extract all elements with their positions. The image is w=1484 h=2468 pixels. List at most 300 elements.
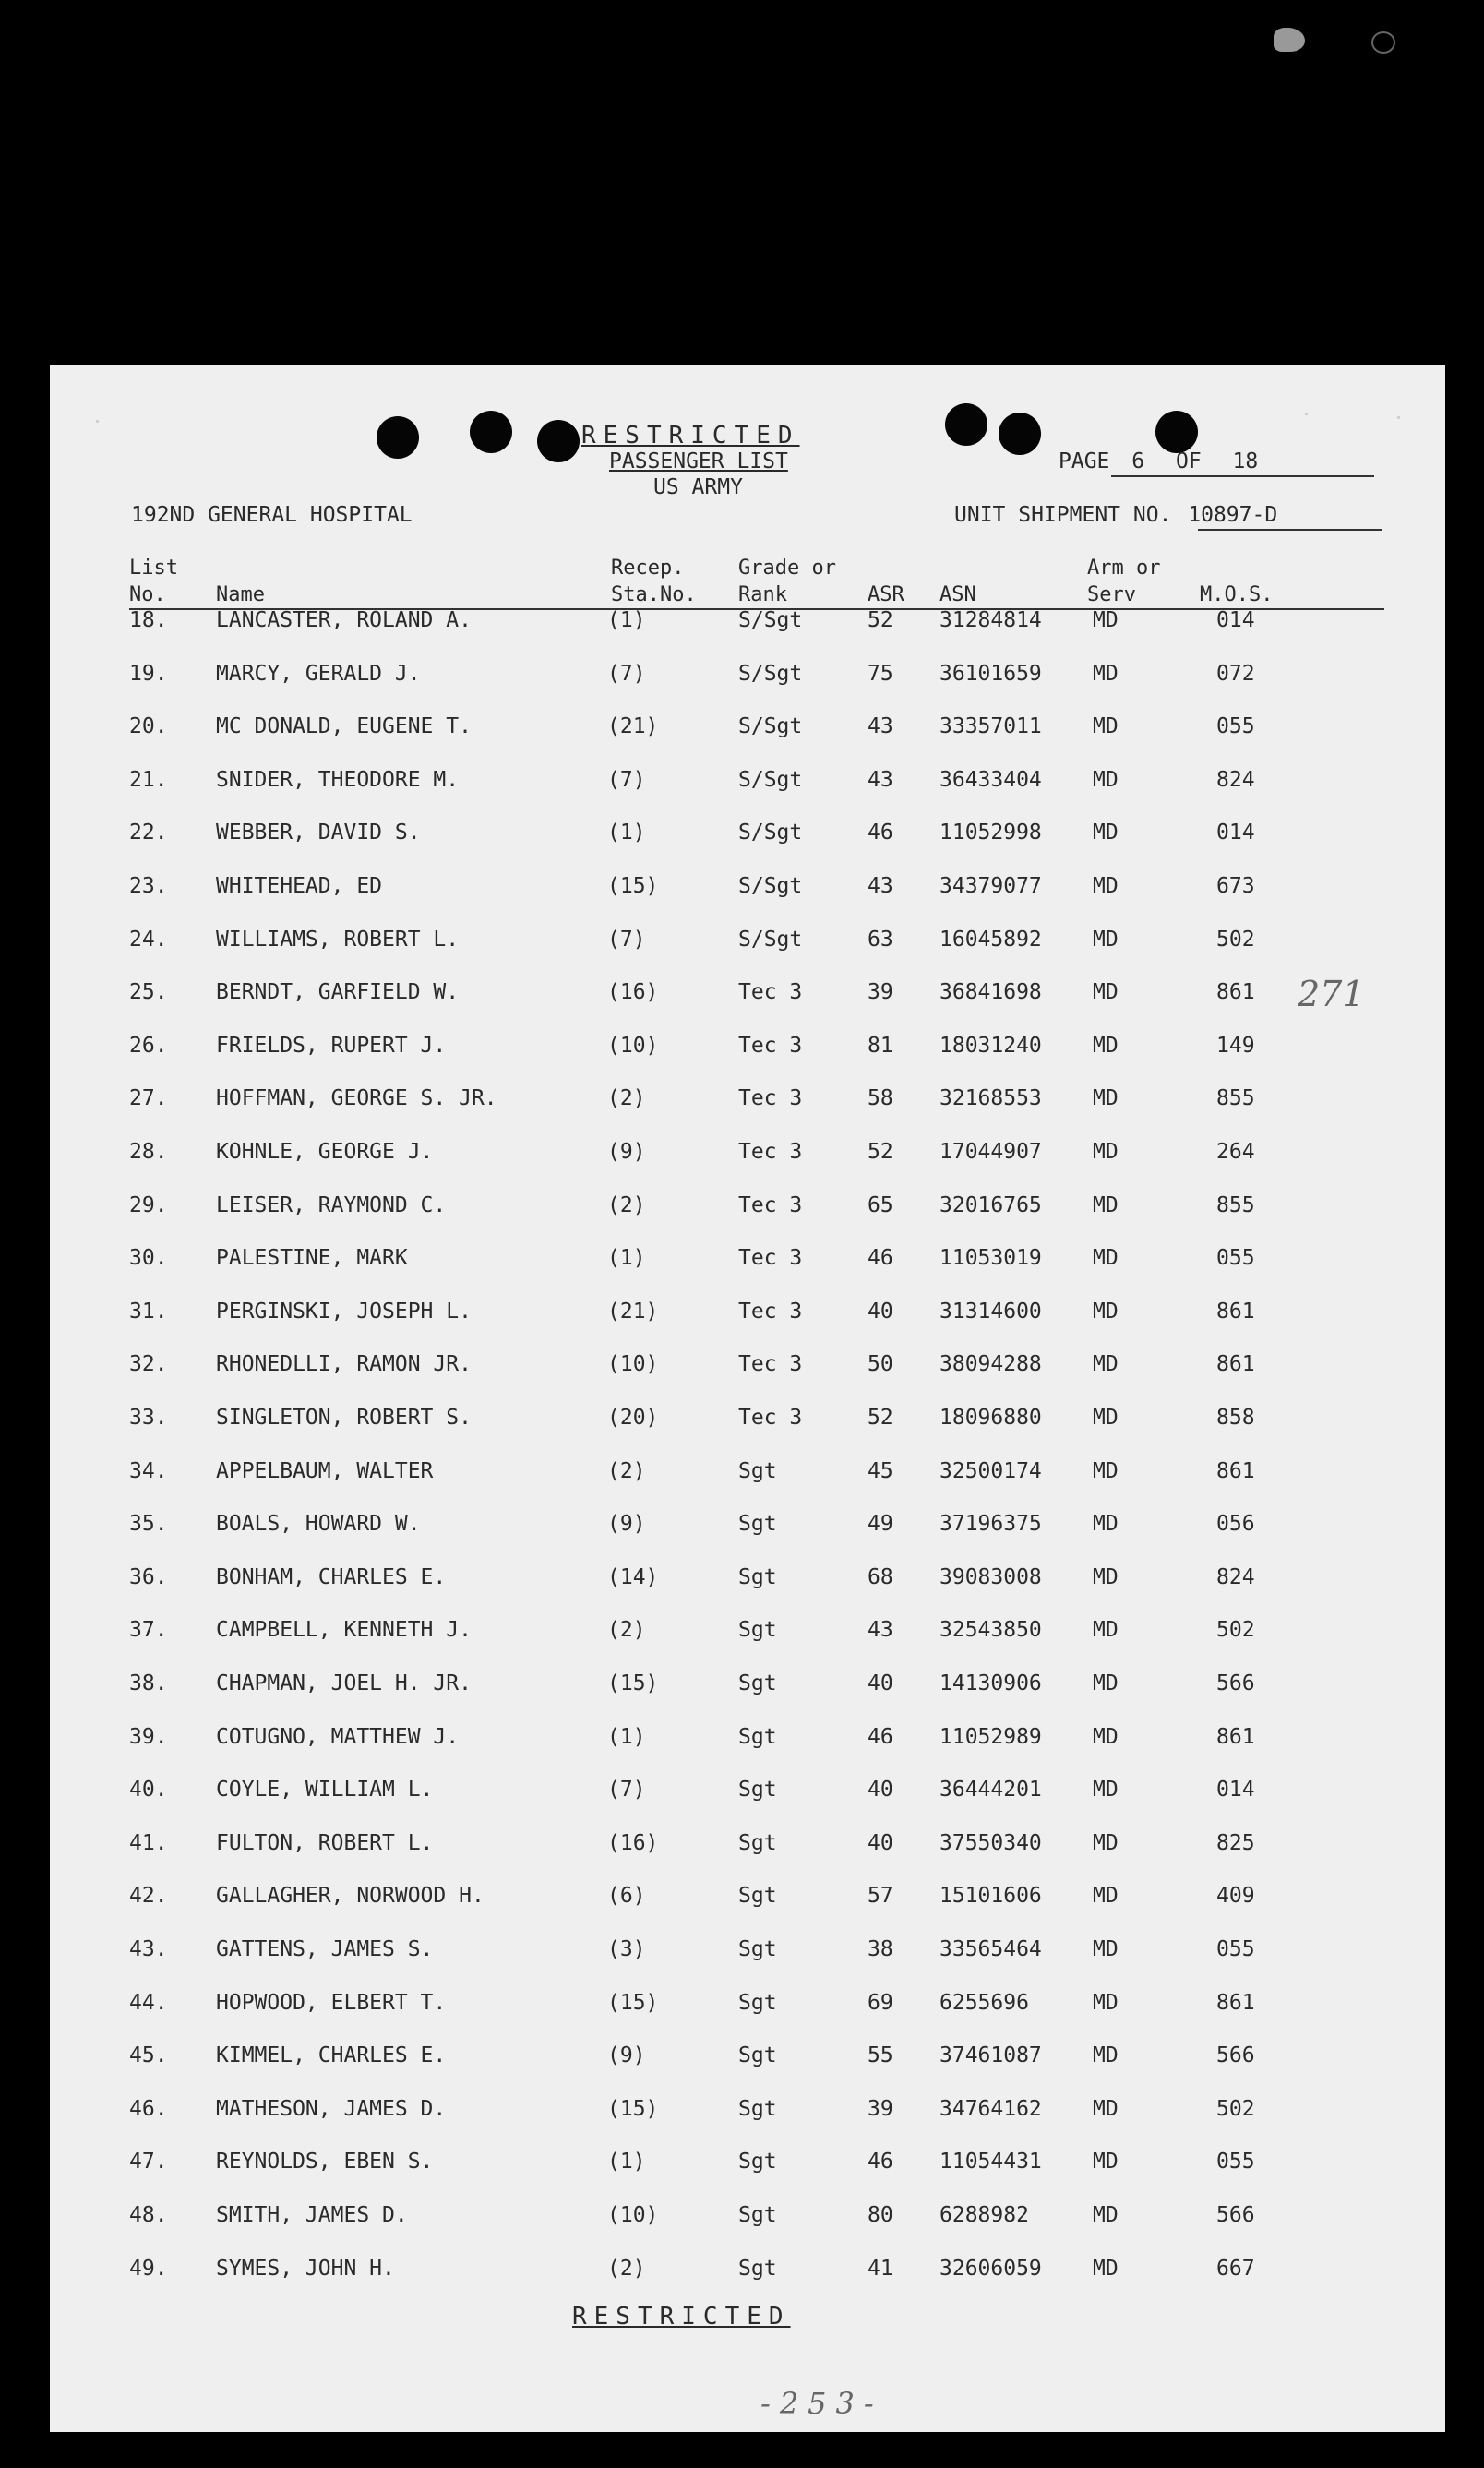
row-station: (2): [607, 1086, 646, 1111]
row-name: PERGINSKI, JOSEPH L.: [216, 1299, 472, 1324]
row-asr: 50: [868, 1352, 893, 1377]
row-arm: MD: [1093, 1352, 1119, 1377]
row-arm: MD: [1093, 1990, 1119, 2015]
row-asn: 36841698: [939, 980, 1042, 1005]
row-asn: 36433404: [939, 767, 1042, 792]
row-rank: Tec 3: [738, 1140, 803, 1164]
row-asr: 80: [868, 2203, 893, 2227]
row-station: (10): [607, 2203, 659, 2227]
page-stamp: -253-: [760, 2386, 883, 2421]
corner-mark: [1274, 28, 1305, 52]
row-asn: 34379077: [939, 874, 1042, 898]
row-asr: 46: [868, 1246, 893, 1271]
row-asr: 45: [868, 1458, 893, 1483]
row-name: BOALS, HOWARD W.: [216, 1512, 421, 1537]
table-row: [50, 1778, 1445, 1805]
shipment-number: [954, 503, 1277, 527]
row-mos: 855: [1216, 1086, 1255, 1111]
row-asr: 43: [868, 714, 893, 739]
row-arm: MD: [1093, 1086, 1119, 1111]
row-asn: 32500174: [939, 1458, 1042, 1483]
table-row: [50, 1352, 1445, 1380]
corner-mark: [1371, 31, 1395, 54]
col-mos: M.O.S.: [1200, 583, 1274, 606]
row-mos: 861: [1216, 1299, 1255, 1324]
row-list-no: 32.: [129, 1352, 168, 1377]
document-title: PASSENGER LIST: [609, 449, 788, 473]
row-mos: 072: [1216, 661, 1255, 686]
row-arm: MD: [1093, 1406, 1119, 1430]
page-underline: [1111, 475, 1374, 477]
row-asr: 49: [868, 1512, 893, 1537]
col-grade-line1: Grade or: [738, 557, 836, 580]
row-rank: S/Sgt: [738, 608, 803, 632]
row-name: MATHESON, JAMES D.: [216, 2096, 447, 2121]
row-mos: 861: [1216, 1990, 1255, 2015]
row-rank: Sgt: [738, 1830, 777, 1855]
table-row: [50, 821, 1445, 848]
row-name: GALLAGHER, NORWOOD H.: [216, 1884, 485, 1909]
row-name: LANCASTER, ROLAND A.: [216, 608, 472, 632]
table-row: [50, 980, 1445, 1008]
col-asn: ASN: [939, 583, 976, 606]
row-asr: 52: [868, 608, 893, 632]
row-rank: S/Sgt: [738, 821, 803, 845]
row-station: (9): [607, 2043, 646, 2068]
row-asr: 46: [868, 1724, 893, 1749]
row-asn: 37550340: [939, 1830, 1042, 1855]
row-station: (14): [607, 1564, 659, 1589]
row-asn: 16045892: [939, 927, 1042, 952]
row-list-no: 36.: [129, 1564, 168, 1589]
row-arm: MD: [1093, 714, 1119, 739]
of-label: OF: [1175, 449, 1202, 473]
row-station: (6): [607, 1884, 646, 1909]
row-mos: 566: [1216, 2043, 1255, 2068]
row-name: SYMES, JOHN H.: [216, 2256, 395, 2281]
row-station: (15): [607, 2096, 659, 2121]
row-station: (2): [607, 1458, 646, 1483]
row-asn: 38094288: [939, 1352, 1042, 1377]
row-asr: 43: [868, 874, 893, 898]
row-name: PALESTINE, MARK: [216, 1246, 408, 1271]
row-name: KOHNLE, GEORGE J.: [216, 1140, 434, 1164]
row-mos: 566: [1216, 1671, 1255, 1695]
row-name: COYLE, WILLIAM L.: [216, 1778, 434, 1803]
row-arm: MD: [1093, 1512, 1119, 1537]
row-asr: 65: [868, 1192, 893, 1217]
row-list-no: 39.: [129, 1724, 168, 1749]
col-list-no-line2: No.: [129, 583, 166, 606]
row-station: (16): [607, 1830, 659, 1855]
table-row: [50, 714, 1445, 742]
row-mos: 825: [1216, 1830, 1255, 1855]
row-arm: MD: [1093, 821, 1119, 845]
table-row: [50, 1671, 1445, 1699]
row-asr: 46: [868, 821, 893, 845]
row-list-no: 18.: [129, 608, 168, 632]
col-list-no-line1: List: [129, 557, 178, 580]
row-rank: S/Sgt: [738, 767, 803, 792]
row-asn: 33565464: [939, 1937, 1042, 1961]
row-rank: Sgt: [738, 1618, 777, 1643]
row-mos: 502: [1216, 2096, 1255, 2121]
table-row: [50, 1406, 1445, 1433]
row-station: (15): [607, 1990, 659, 2015]
table-row: [50, 2043, 1445, 2071]
table-row: [50, 1300, 1445, 1327]
row-arm: MD: [1093, 927, 1119, 952]
row-arm: MD: [1093, 874, 1119, 898]
row-arm: MD: [1093, 1192, 1119, 1217]
table-row: [50, 2150, 1445, 2177]
row-asn: 36101659: [939, 661, 1042, 686]
document-subtitle: US ARMY: [653, 475, 743, 499]
row-asr: 40: [868, 1299, 893, 1324]
row-arm: MD: [1093, 608, 1119, 632]
col-recep: [611, 555, 697, 608]
row-arm: MD: [1093, 1778, 1119, 1803]
row-list-no: 35.: [129, 1512, 168, 1537]
row-arm: MD: [1093, 1937, 1119, 1961]
row-mos: 824: [1216, 1564, 1255, 1589]
punch-hole: [470, 411, 512, 453]
row-asn: 18096880: [939, 1406, 1042, 1430]
row-rank: Sgt: [738, 2150, 777, 2174]
row-list-no: 41.: [129, 1830, 168, 1855]
row-rank: Tec 3: [738, 1406, 803, 1430]
col-recep-line2: Sta.No.: [611, 583, 697, 606]
row-name: SMITH, JAMES D.: [216, 2203, 408, 2227]
margin-note: 271: [1298, 974, 1365, 1014]
row-list-no: 31.: [129, 1299, 168, 1324]
col-asr: ASR: [868, 583, 904, 606]
row-name: LEISER, RAYMOND C.: [216, 1192, 447, 1217]
row-rank: Sgt: [738, 1778, 777, 1803]
row-list-no: 23.: [129, 874, 168, 898]
row-rank: Sgt: [738, 1671, 777, 1695]
table-row: [50, 1193, 1445, 1221]
row-rank: S/Sgt: [738, 874, 803, 898]
row-name: COTUGNO, MATTHEW J.: [216, 1724, 460, 1749]
row-mos: 824: [1216, 767, 1255, 792]
classification-header: RESTRICTED: [581, 422, 800, 449]
row-rank: S/Sgt: [738, 927, 803, 952]
row-arm: MD: [1093, 1618, 1119, 1643]
row-name: MC DONALD, EUGENE T.: [216, 714, 472, 739]
row-asn: 11053019: [939, 1246, 1042, 1271]
row-asr: 40: [868, 1830, 893, 1855]
punch-hole: [377, 416, 419, 459]
row-name: RHONEDLLI, RAMON JR.: [216, 1352, 472, 1377]
row-station: (7): [607, 1778, 646, 1803]
row-mos: 055: [1216, 714, 1255, 739]
dust-speck: [96, 420, 99, 423]
row-asn: 15101606: [939, 1884, 1042, 1909]
col-grade-line2: Rank: [738, 583, 787, 606]
row-rank: Tec 3: [738, 1086, 803, 1111]
row-asn: 14130906: [939, 1671, 1042, 1695]
row-rank: Sgt: [738, 2256, 777, 2281]
row-rank: Sgt: [738, 1937, 777, 1961]
row-rank: Sgt: [738, 1564, 777, 1589]
row-arm: MD: [1093, 1671, 1119, 1695]
row-mos: 409: [1216, 1884, 1255, 1909]
row-station: (1): [607, 1246, 646, 1271]
row-asn: 32606059: [939, 2256, 1042, 2281]
row-rank: Tec 3: [738, 1192, 803, 1217]
row-list-no: 37.: [129, 1618, 168, 1643]
row-list-no: 21.: [129, 767, 168, 792]
row-asn: 32543850: [939, 1618, 1042, 1643]
row-asr: 40: [868, 1671, 893, 1695]
row-mos: 502: [1216, 927, 1255, 952]
row-arm: MD: [1093, 1246, 1119, 1271]
table-row: [50, 1618, 1445, 1646]
table-row: [50, 1831, 1445, 1859]
row-rank: Sgt: [738, 1884, 777, 1909]
col-arm-line2: Serv: [1087, 583, 1136, 606]
row-name: WEBBER, DAVID S.: [216, 821, 421, 845]
classification-footer: RESTRICTED: [572, 2303, 791, 2330]
row-mos: 861: [1216, 1724, 1255, 1749]
row-mos: 502: [1216, 1618, 1255, 1643]
row-station: (1): [607, 821, 646, 845]
row-station: (1): [607, 608, 646, 632]
unit-name: 192ND GENERAL HOSPITAL: [131, 503, 413, 527]
row-station: (2): [607, 2256, 646, 2281]
row-list-no: 46.: [129, 2096, 168, 2121]
row-station: (1): [607, 1724, 646, 1749]
row-station: (2): [607, 1192, 646, 1217]
row-station: (9): [607, 1140, 646, 1164]
dust-speck: [1305, 413, 1308, 415]
row-mos: 566: [1216, 2203, 1255, 2227]
table-row: [50, 1937, 1445, 1965]
row-station: (1): [607, 2150, 646, 2174]
row-list-no: 40.: [129, 1778, 168, 1803]
col-recep-line1: Recep.: [611, 557, 685, 580]
row-asr: 46: [868, 2150, 893, 2174]
row-list-no: 43.: [129, 1937, 168, 1961]
row-station: (21): [607, 1299, 659, 1324]
table-row: [50, 1884, 1445, 1911]
row-arm: MD: [1093, 1033, 1119, 1058]
row-arm: MD: [1093, 2150, 1119, 2174]
table-row: [50, 1565, 1445, 1593]
row-rank: Sgt: [738, 1512, 777, 1537]
page-indicator: [1059, 449, 1258, 473]
table-row: [50, 2203, 1445, 2231]
row-station: (7): [607, 927, 646, 952]
row-station: (2): [607, 1618, 646, 1643]
row-name: FRIELDS, RUPERT J.: [216, 1033, 447, 1058]
row-list-no: 22.: [129, 821, 168, 845]
row-rank: Sgt: [738, 2096, 777, 2121]
row-station: (15): [607, 874, 659, 898]
row-rank: S/Sgt: [738, 714, 803, 739]
table-row: [50, 1991, 1445, 2019]
row-asn: 33357011: [939, 714, 1042, 739]
shipment-underline: [1198, 529, 1382, 531]
punch-hole: [945, 403, 987, 446]
row-asr: 52: [868, 1406, 893, 1430]
row-name: HOFFMAN, GEORGE S. JR.: [216, 1086, 497, 1111]
row-name: FULTON, ROBERT L.: [216, 1830, 434, 1855]
row-mos: 861: [1216, 980, 1255, 1005]
row-rank: Tec 3: [738, 1299, 803, 1324]
row-rank: Tec 3: [738, 1246, 803, 1271]
row-list-no: 26.: [129, 1033, 168, 1058]
row-arm: MD: [1093, 2096, 1119, 2121]
row-asn: 39083008: [939, 1564, 1042, 1589]
row-asr: 39: [868, 2096, 893, 2121]
row-list-no: 20.: [129, 714, 168, 739]
row-list-no: 25.: [129, 980, 168, 1005]
table-row: [50, 1140, 1445, 1168]
row-mos: 855: [1216, 1192, 1255, 1217]
row-arm: MD: [1093, 980, 1119, 1005]
page-number: 6: [1131, 449, 1145, 473]
row-name: SINGLETON, ROBERT S.: [216, 1406, 472, 1430]
row-asn: 34764162: [939, 2096, 1042, 2121]
row-asn: 37461087: [939, 2043, 1042, 2068]
table-row: [50, 1459, 1445, 1487]
table-row: [50, 608, 1445, 636]
row-mos: 861: [1216, 1458, 1255, 1483]
row-asn: 6255696: [939, 1990, 1029, 2015]
shipment-value: 10897-D: [1188, 503, 1278, 527]
row-asr: 43: [868, 1618, 893, 1643]
row-asn: 11052989: [939, 1724, 1042, 1749]
row-station: (10): [607, 1033, 659, 1058]
row-asn: 32168553: [939, 1086, 1042, 1111]
row-mos: 014: [1216, 1778, 1255, 1803]
row-rank: Sgt: [738, 1458, 777, 1483]
row-asn: 6288982: [939, 2203, 1029, 2227]
col-list-no: [129, 555, 178, 608]
row-arm: MD: [1093, 1458, 1119, 1483]
row-name: SNIDER, THEODORE M.: [216, 767, 460, 792]
row-mos: 861: [1216, 1352, 1255, 1377]
row-name: GATTENS, JAMES S.: [216, 1937, 434, 1961]
row-name: BONHAM, CHARLES E.: [216, 1564, 447, 1589]
row-asn: 31314600: [939, 1299, 1042, 1324]
row-asr: 41: [868, 2256, 893, 2281]
row-asr: 75: [868, 661, 893, 686]
table-row: [50, 928, 1445, 955]
table-row: [50, 874, 1445, 902]
table-row: [50, 1512, 1445, 1540]
col-arm: [1087, 555, 1160, 608]
row-rank: Sgt: [738, 1724, 777, 1749]
row-arm: MD: [1093, 1299, 1119, 1324]
row-rank: S/Sgt: [738, 661, 803, 686]
row-rank: Tec 3: [738, 1033, 803, 1058]
row-rank: Sgt: [738, 2203, 777, 2227]
row-mos: 673: [1216, 874, 1255, 898]
row-arm: MD: [1093, 767, 1119, 792]
row-list-no: 45.: [129, 2043, 168, 2068]
row-asn: 36444201: [939, 1778, 1042, 1803]
row-list-no: 48.: [129, 2203, 168, 2227]
row-name: HOPWOOD, ELBERT T.: [216, 1990, 447, 2015]
row-station: (15): [607, 1671, 659, 1695]
paper-sheet: [50, 365, 1445, 2432]
row-station: (9): [607, 1512, 646, 1537]
punch-hole: [1155, 411, 1198, 453]
row-asr: 39: [868, 980, 893, 1005]
row-list-no: 33.: [129, 1406, 168, 1430]
row-rank: Sgt: [738, 1990, 777, 2015]
row-asr: 58: [868, 1086, 893, 1111]
page-label: PAGE: [1059, 449, 1110, 473]
row-asr: 57: [868, 1884, 893, 1909]
row-asn: 37196375: [939, 1512, 1042, 1537]
row-name: CAMPBELL, KENNETH J.: [216, 1618, 472, 1643]
row-mos: 014: [1216, 821, 1255, 845]
table-row: [50, 1725, 1445, 1753]
row-name: MARCY, GERALD J.: [216, 661, 421, 686]
punch-hole: [999, 413, 1041, 455]
row-station: (16): [607, 980, 659, 1005]
table-row: [50, 662, 1445, 689]
row-asn: 32016765: [939, 1192, 1042, 1217]
shipment-label: UNIT SHIPMENT NO.: [954, 503, 1172, 527]
row-list-no: 42.: [129, 1884, 168, 1909]
row-mos: 055: [1216, 2150, 1255, 2174]
row-station: (7): [607, 661, 646, 686]
row-list-no: 27.: [129, 1086, 168, 1111]
row-asn: 18031240: [939, 1033, 1042, 1058]
row-arm: MD: [1093, 1140, 1119, 1164]
row-list-no: 44.: [129, 1990, 168, 2015]
row-arm: MD: [1093, 1724, 1119, 1749]
row-arm: MD: [1093, 2203, 1119, 2227]
row-list-no: 28.: [129, 1140, 168, 1164]
row-station: (3): [607, 1937, 646, 1961]
row-station: (20): [607, 1406, 659, 1430]
row-asr: 81: [868, 1033, 893, 1058]
row-list-no: 38.: [129, 1671, 168, 1695]
row-list-no: 29.: [129, 1192, 168, 1217]
punch-hole: [537, 420, 580, 462]
row-mos: 667: [1216, 2256, 1255, 2281]
table-row: [50, 2097, 1445, 2125]
row-asn: 11054431: [939, 2150, 1042, 2174]
row-asr: 43: [868, 767, 893, 792]
row-list-no: 34.: [129, 1458, 168, 1483]
row-rank: Tec 3: [738, 980, 803, 1005]
row-rank: Sgt: [738, 2043, 777, 2068]
row-arm: MD: [1093, 2256, 1119, 2281]
row-mos: 149: [1216, 1033, 1255, 1058]
row-asr: 38: [868, 1937, 893, 1961]
dust-speck: [1397, 416, 1400, 419]
table-row: [50, 1086, 1445, 1114]
row-asr: 40: [868, 1778, 893, 1803]
row-mos: 858: [1216, 1406, 1255, 1430]
row-list-no: 47.: [129, 2150, 168, 2174]
row-mos: 056: [1216, 1512, 1255, 1537]
row-list-no: 30.: [129, 1246, 168, 1271]
row-asr: 69: [868, 1990, 893, 2015]
row-station: (7): [607, 767, 646, 792]
row-name: APPELBAUM, WALTER: [216, 1458, 434, 1483]
row-list-no: 24.: [129, 927, 168, 952]
row-name: WILLIAMS, ROBERT L.: [216, 927, 460, 952]
row-station: (10): [607, 1352, 659, 1377]
